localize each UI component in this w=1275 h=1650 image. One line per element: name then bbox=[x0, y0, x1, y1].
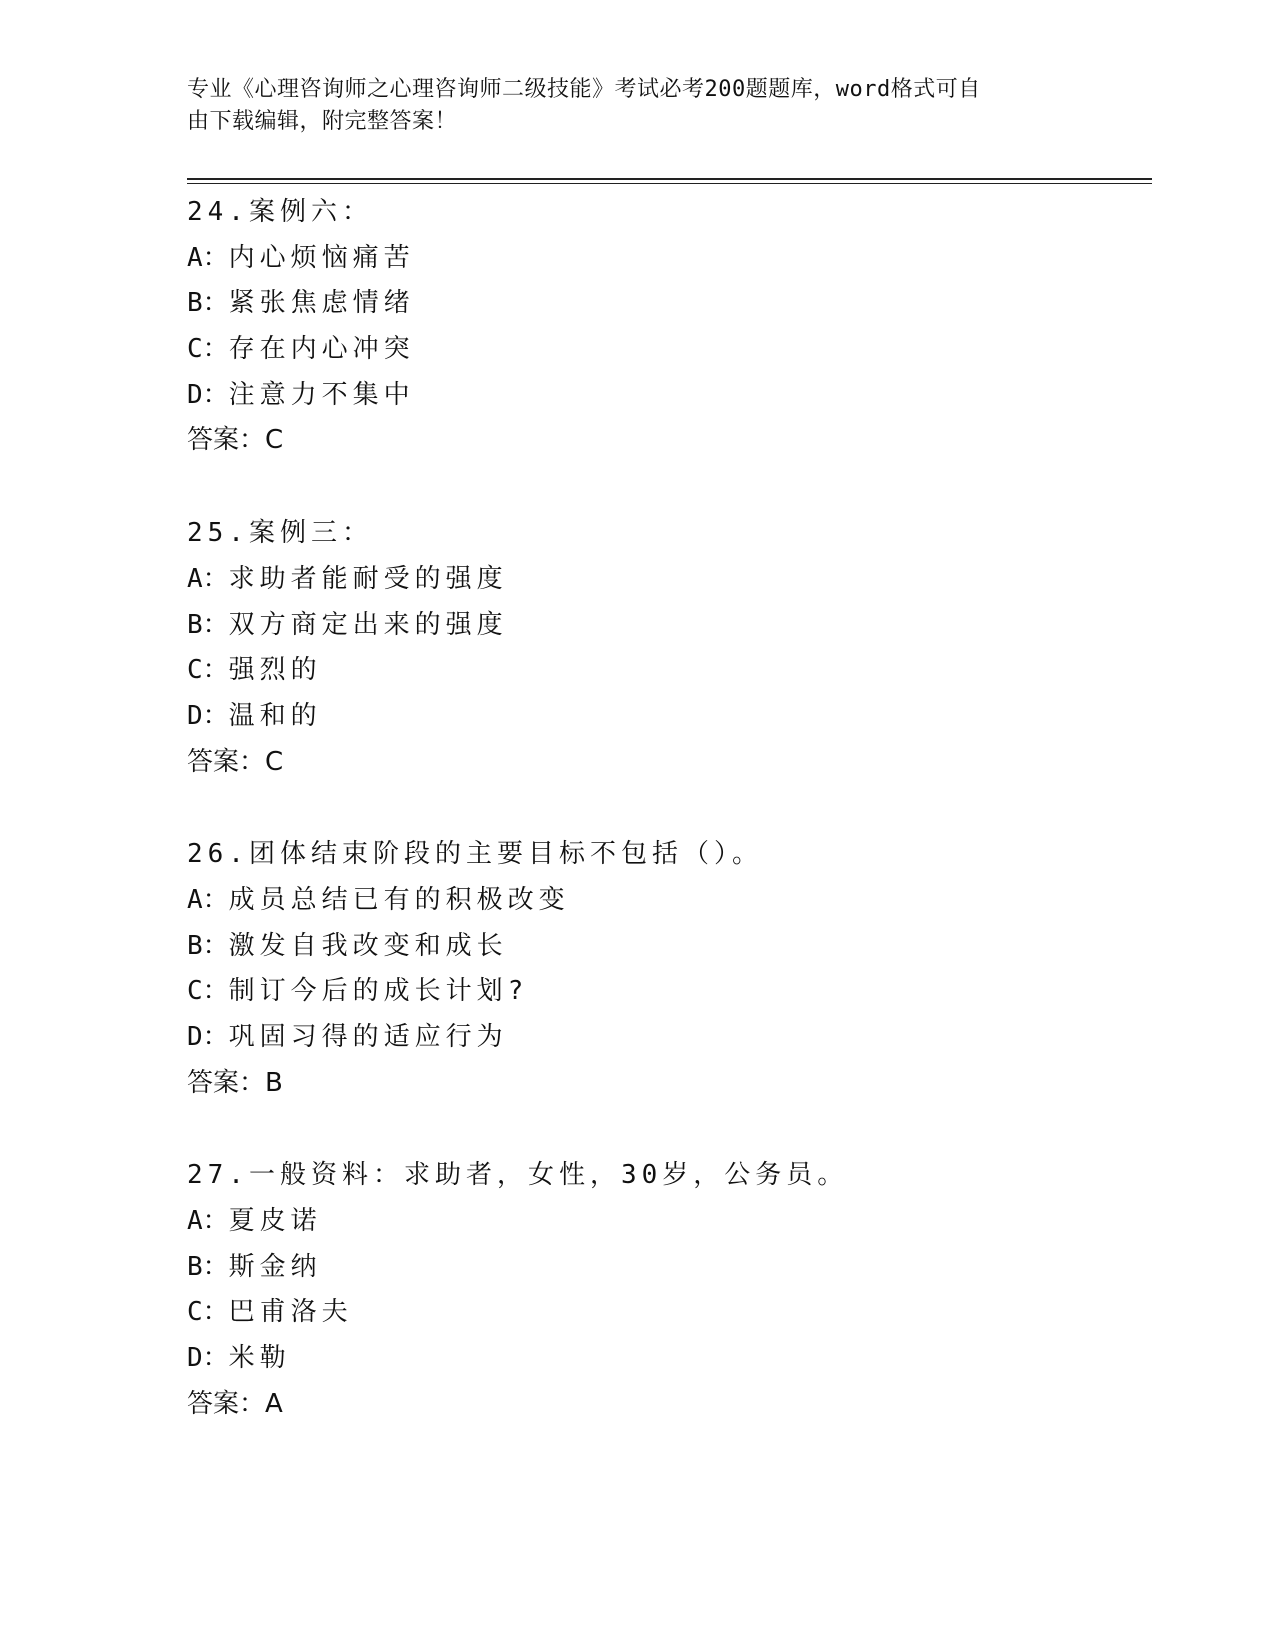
header-line-1: 专业《心理咨询师之心理咨询师二级技能》考试必考200题题库，word格式可自 bbox=[187, 77, 981, 102]
option-a bbox=[187, 236, 1147, 282]
option-b bbox=[187, 1245, 1147, 1291]
option-text: 求助者能耐受的强度 bbox=[228, 563, 508, 594]
option-key: D： bbox=[187, 379, 229, 410]
option-a bbox=[187, 878, 1147, 924]
option-b bbox=[187, 281, 1147, 327]
option-d bbox=[187, 1015, 1147, 1061]
option-key: A： bbox=[187, 242, 229, 273]
option-a bbox=[187, 557, 1147, 603]
question-stem: 24.案例六： bbox=[187, 197, 373, 227]
option-text: 强烈的 bbox=[228, 655, 322, 686]
option-text: 激发自我改变和成长 bbox=[228, 930, 508, 961]
answer-line: 答案：B bbox=[187, 1067, 283, 1098]
option-text: 成员总结已有的积极改变 bbox=[228, 884, 570, 915]
option-key: B： bbox=[187, 288, 229, 319]
option-key: C： bbox=[187, 976, 229, 1007]
document-header bbox=[187, 74, 1067, 138]
option-key: B： bbox=[187, 1251, 229, 1282]
option-key: B： bbox=[187, 609, 229, 640]
option-text: 存在内心冲突 bbox=[228, 334, 415, 365]
option-c bbox=[187, 327, 1147, 373]
option-key: C： bbox=[187, 655, 229, 686]
option-text: 斯金纳 bbox=[228, 1251, 322, 1282]
header-divider-thick bbox=[187, 178, 1152, 180]
option-text: 米勒 bbox=[228, 1343, 291, 1374]
question-stem: 26.团体结束阶段的主要目标不包括（）。 bbox=[187, 839, 763, 870]
option-b bbox=[187, 603, 1147, 649]
option-key: D： bbox=[187, 700, 229, 731]
option-c bbox=[187, 648, 1147, 694]
option-text: 双方商定出来的强度 bbox=[228, 609, 508, 640]
option-text: 注意力不集中 bbox=[228, 379, 415, 410]
option-key: D： bbox=[187, 1343, 229, 1374]
option-key: A： bbox=[187, 563, 229, 594]
option-text: 制订今后的成长计划? bbox=[228, 976, 529, 1007]
option-key: D： bbox=[187, 1022, 229, 1052]
option-text: 温和的 bbox=[228, 700, 322, 731]
option-key: A： bbox=[187, 1206, 229, 1237]
option-text: 巩固习得的适应行为 bbox=[228, 1022, 508, 1052]
option-key: C： bbox=[187, 334, 229, 365]
option-d bbox=[187, 694, 1147, 740]
question-item bbox=[187, 190, 1147, 464]
question-list bbox=[187, 190, 1147, 1475]
option-text: 内心烦恼痛苦 bbox=[228, 242, 415, 273]
answer-line: 答案：C bbox=[187, 746, 284, 777]
option-text: 巴甫洛夫 bbox=[228, 1297, 353, 1328]
answer-line: 答案：C bbox=[187, 425, 284, 456]
option-text: 紧张焦虑情绪 bbox=[228, 288, 415, 319]
option-key: C： bbox=[187, 1297, 229, 1328]
option-b bbox=[187, 924, 1147, 970]
option-key: A： bbox=[187, 884, 229, 915]
answer-line: 答案：A bbox=[187, 1388, 283, 1419]
option-a bbox=[187, 1199, 1147, 1245]
option-d bbox=[187, 373, 1147, 419]
option-key: B： bbox=[187, 930, 229, 961]
question-stem: 27.一般资料：求助者，女性，30岁，公务员。 bbox=[187, 1160, 849, 1191]
header-divider-thin bbox=[187, 183, 1152, 184]
option-text: 夏皮诺 bbox=[228, 1206, 322, 1237]
question-item bbox=[187, 832, 1147, 1106]
question-item bbox=[187, 1153, 1147, 1427]
option-c bbox=[187, 1290, 1147, 1336]
question-item bbox=[187, 511, 1147, 785]
question-stem: 25.案例三： bbox=[187, 518, 373, 549]
header-line-2: 由下载编辑，附完整答案！ bbox=[187, 109, 458, 134]
option-d bbox=[187, 1336, 1147, 1382]
option-c bbox=[187, 969, 1147, 1015]
